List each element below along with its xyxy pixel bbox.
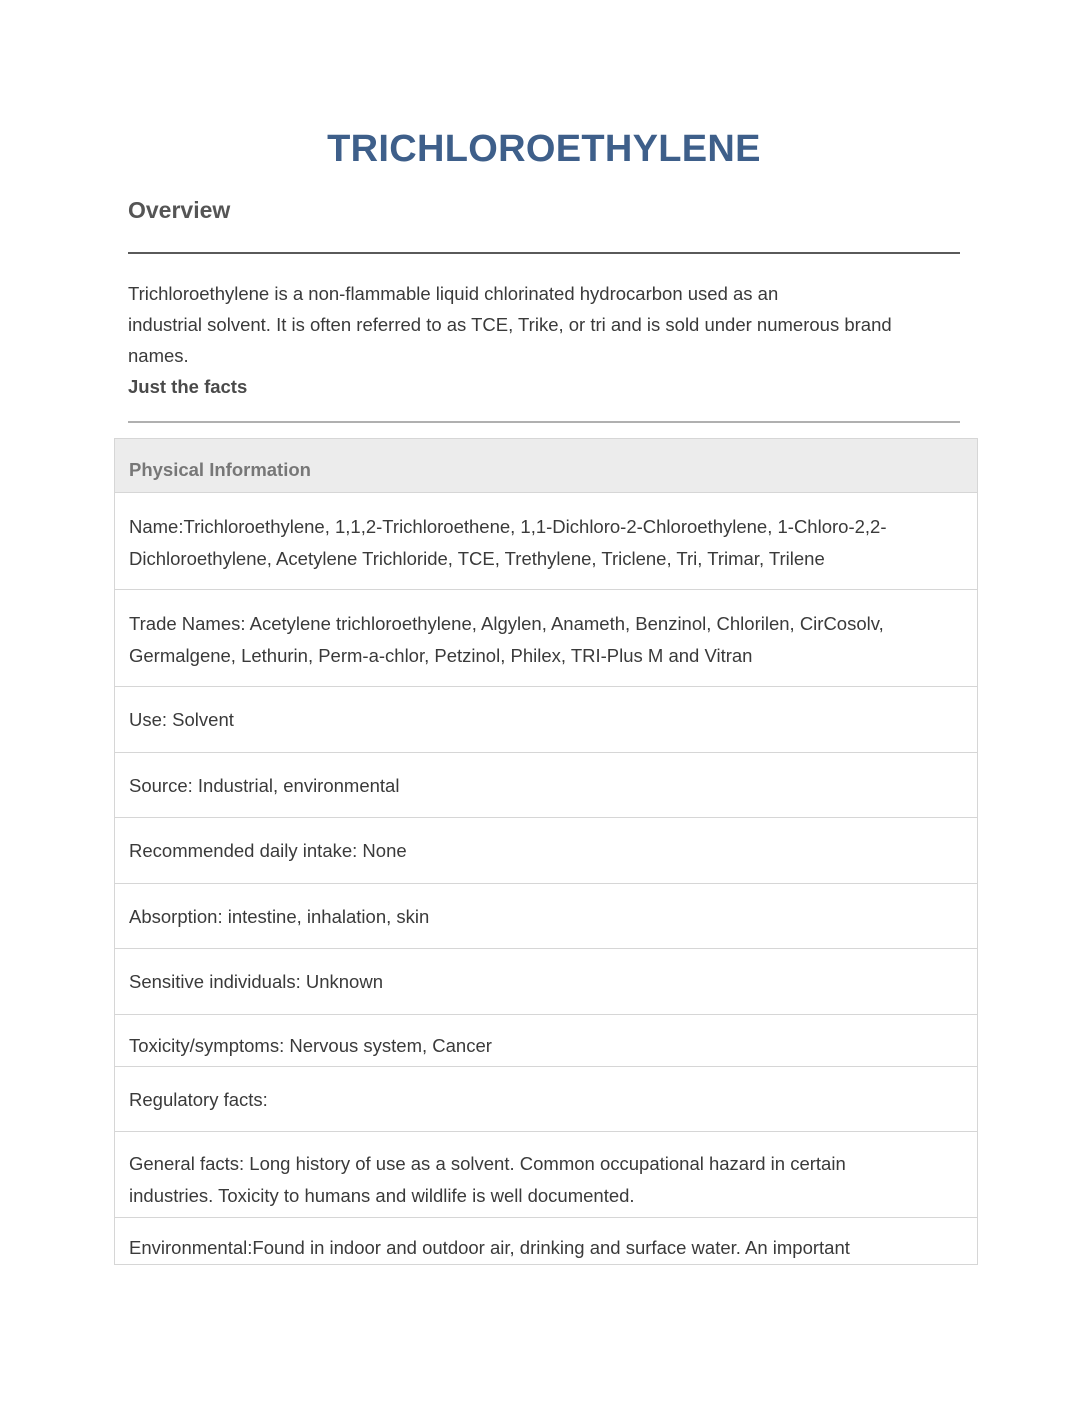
row-line: Sensitive individuals: Unknown bbox=[129, 971, 383, 992]
table-row-regulatory-facts bbox=[115, 1067, 977, 1133]
page-title: TRICHLOROETHYLENE bbox=[327, 128, 761, 170]
row-line: Regulatory facts: bbox=[129, 1088, 268, 1110]
row-line: Absorption: intestine, inhalation, skin bbox=[129, 905, 430, 927]
table-row-daily-intake bbox=[115, 818, 977, 884]
row-line: Trade Names: Acetylene trichloroethylene, Algylen, Anameth, Benzinol, Chlorilen, CirCosolv, bbox=[129, 613, 884, 634]
table-row-name bbox=[115, 493, 977, 590]
facts-heading: Just the facts bbox=[128, 376, 248, 397]
facts-divider bbox=[128, 421, 960, 423]
row-line: Source: Industrial, environmental bbox=[129, 774, 400, 796]
table-row-use bbox=[115, 687, 977, 753]
row-line: Recommended daily intake: None bbox=[129, 840, 407, 861]
intro-line: Trichloroethylene is a non-flammable liquid chlorinated hydrocarbon used as an bbox=[128, 283, 779, 304]
overview-divider bbox=[128, 252, 960, 254]
row-line: General facts: Long history of use as a solvent. Common occupational hazard in certain bbox=[129, 1153, 846, 1174]
table-row-environmental bbox=[115, 1218, 977, 1265]
row-line: Name:Trichloroethylene, 1,1,2-Trichloroethene, 1,1-Dichloro-2-Chloroethylene, 1-Chloro-2,2- bbox=[129, 516, 887, 537]
row-line: Use: Solvent bbox=[129, 709, 234, 730]
table-row-general-facts bbox=[115, 1132, 977, 1218]
row-line: Environmental:Found in indoor and outdoor air, drinking and surface water. An important bbox=[129, 1237, 850, 1258]
row-line: Dichloroethylene, Acetylene Trichloride, TCE, Trethylene, Triclene, Tri, Trimar, Trilene bbox=[129, 548, 825, 569]
intro-paragraph bbox=[128, 278, 960, 371]
overview-heading: Overview bbox=[128, 197, 231, 223]
row-line: Toxicity/symptoms: Nervous system, Cancer bbox=[129, 1034, 492, 1056]
intro-line: industrial solvent. It is often referred to as TCE, Trike, or tri and is sold under numerous brand bbox=[128, 314, 892, 335]
row-line: Germalgene, Lethurin, Perm-a-chlor, Petzinol, Philex, TRI-Plus M and Vitran bbox=[129, 645, 753, 666]
table-row-sensitive-individuals bbox=[115, 949, 977, 1015]
table-row-toxicity bbox=[115, 1015, 977, 1067]
table-row-absorption bbox=[115, 884, 977, 950]
table-row-source bbox=[115, 753, 977, 819]
physical-information-table bbox=[114, 438, 978, 1265]
table-row-trade-names bbox=[115, 590, 977, 687]
table-header: Physical Information bbox=[115, 439, 977, 493]
row-line: industries. Toxicity to humans and wildlife is well documented. bbox=[129, 1185, 635, 1206]
intro-line: names. bbox=[128, 345, 189, 366]
